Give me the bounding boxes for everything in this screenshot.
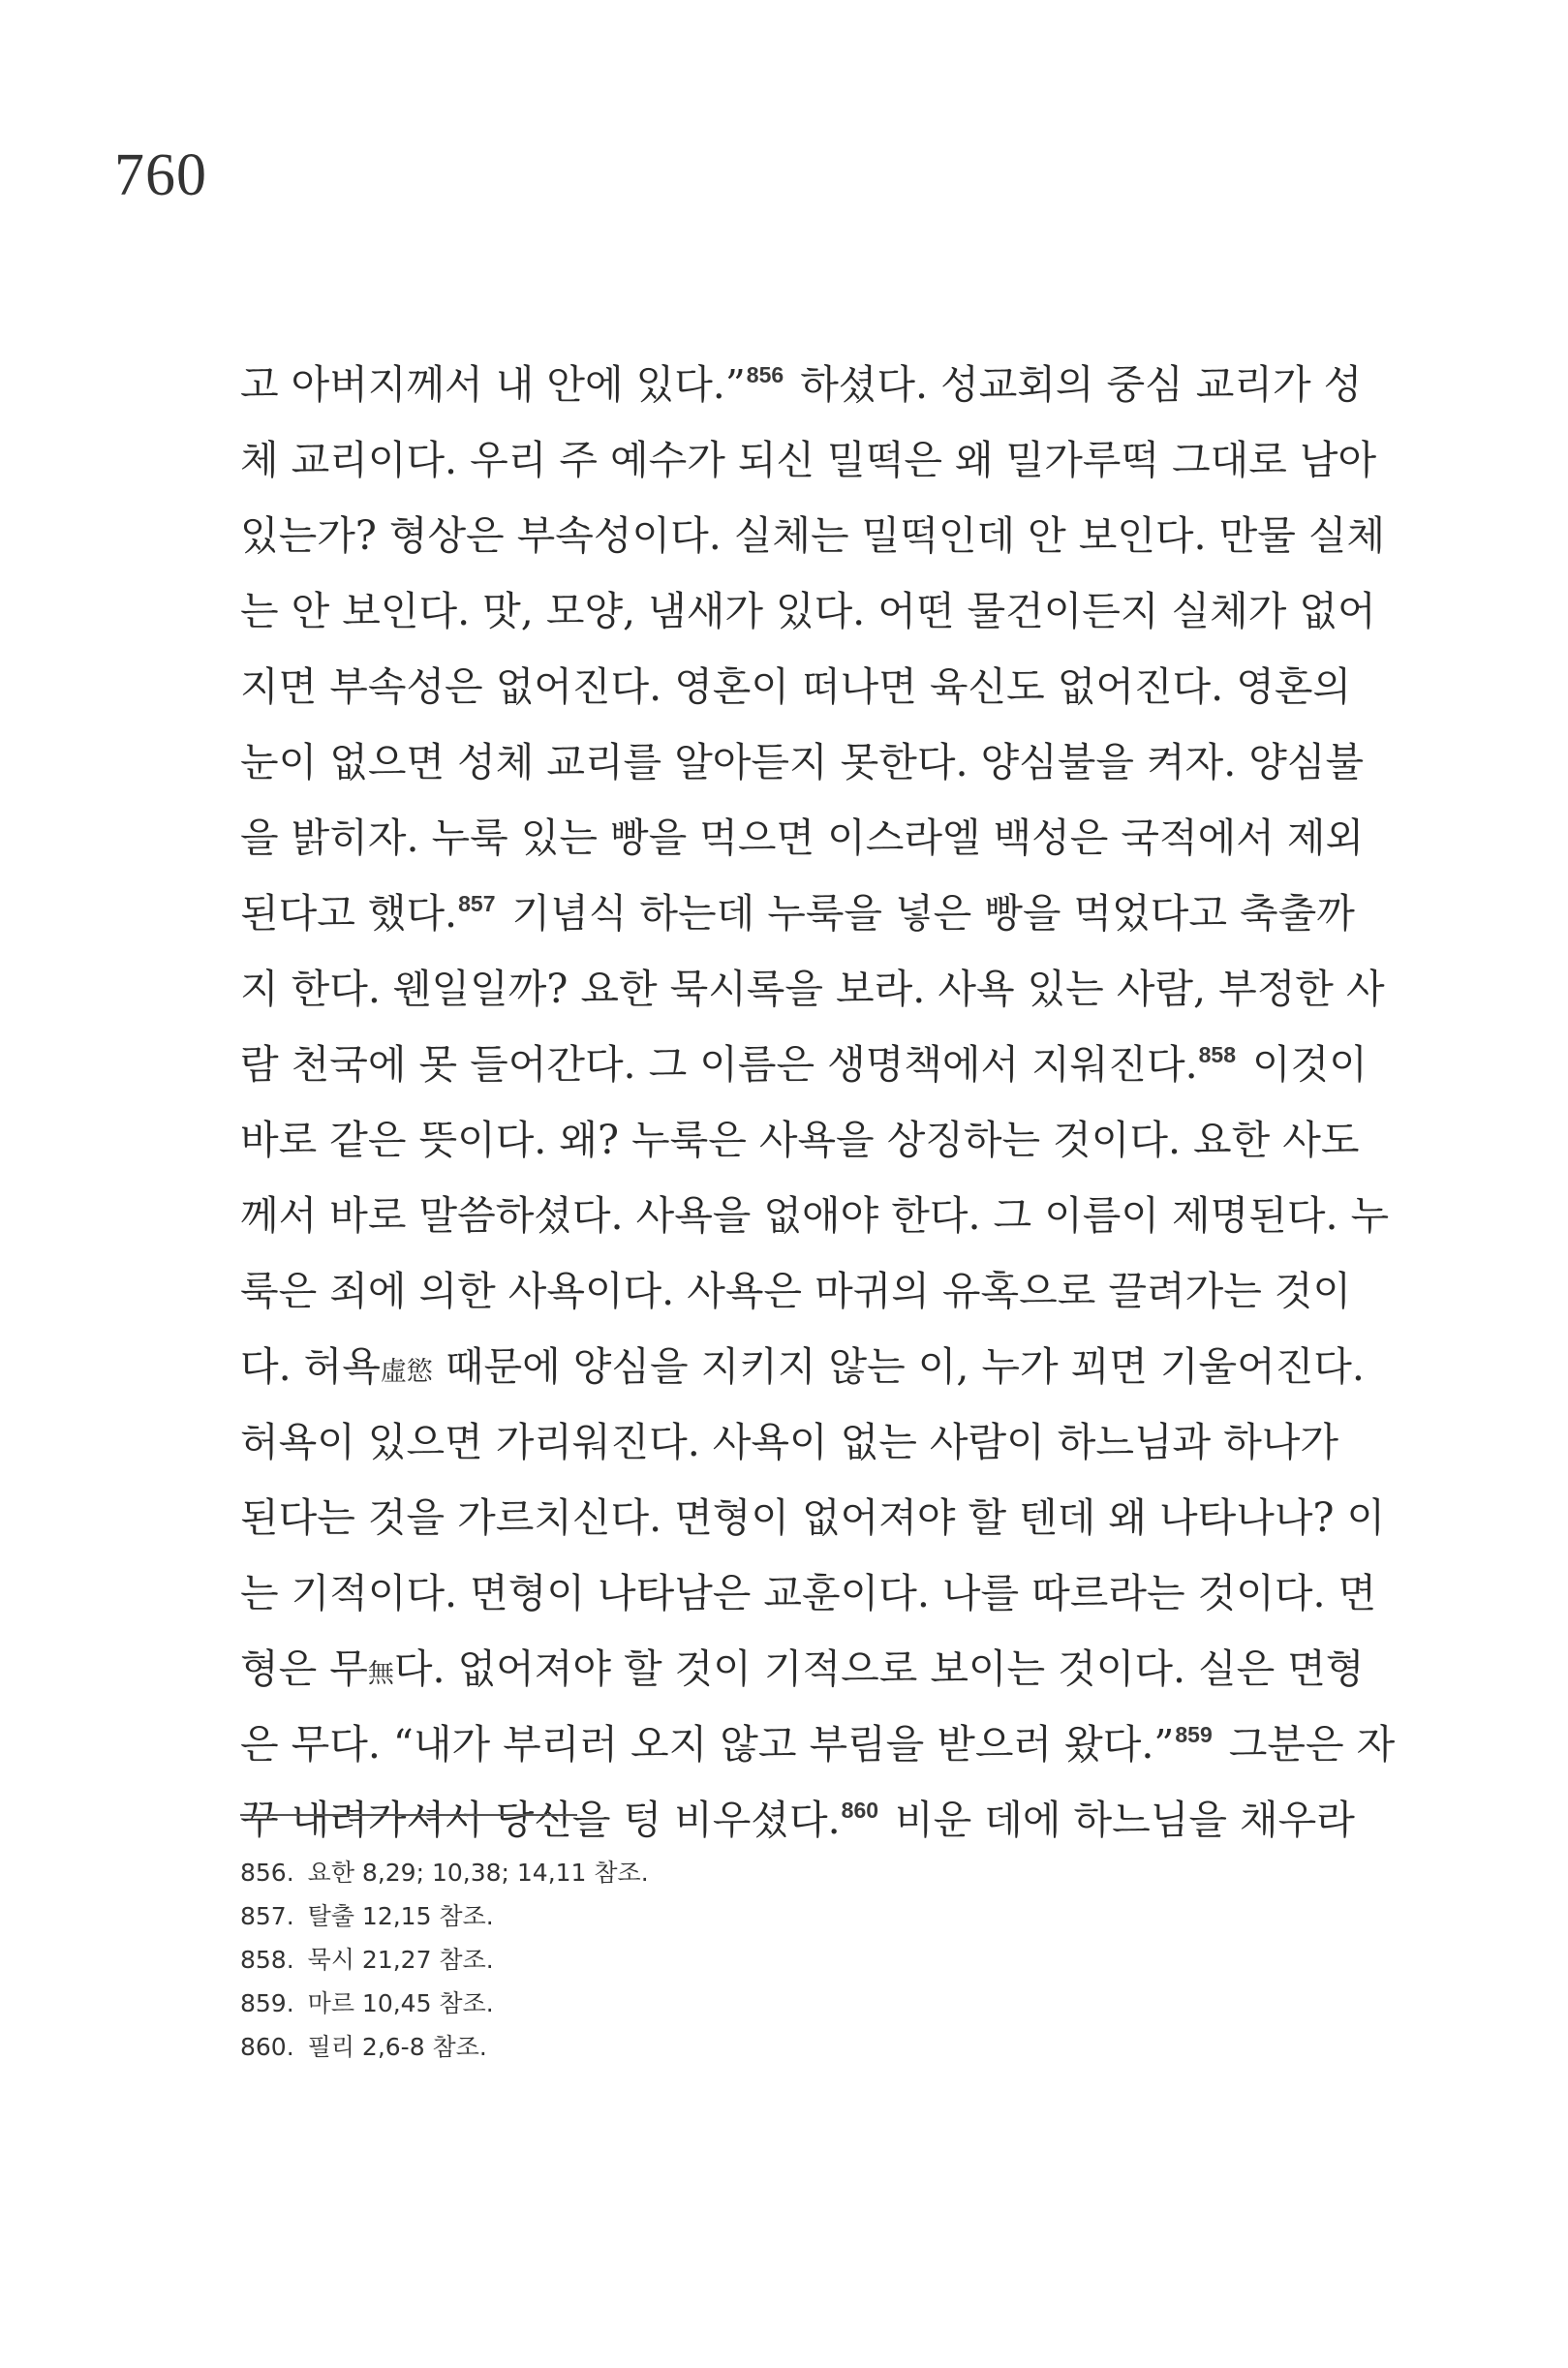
text-segment: 기념식 하는데 누룩을 넣은 빵을 먹었다고 축출까	[499, 890, 1355, 937]
text-segment: 비운 데에 하느님을 채우라	[882, 1797, 1355, 1843]
text-line	[240, 573, 1376, 649]
text-line	[240, 800, 1365, 876]
text-segment: 하셨다. 성교회의 중심 교리가 성	[787, 361, 1363, 408]
hanja-gloss: 虛慾	[380, 1357, 433, 1387]
footnote	[240, 1894, 649, 1938]
body-text	[240, 347, 1396, 1858]
text-segment: 형은 무	[240, 1645, 368, 1692]
footnote-number: 860.	[240, 2033, 294, 2061]
text-line	[240, 1707, 1396, 1782]
text-line	[240, 649, 1352, 724]
text-line	[240, 1102, 1360, 1178]
text-segment: 체 교리이다. 우리 주 예수가 되신 밀떡은 왜 밀가루떡 그대로 남아	[240, 437, 1377, 483]
text-line	[240, 724, 1365, 800]
text-segment: 지 한다. 웬일일까? 요한 묵시록을 보라. 사욕 있는 사람, 부정한 사	[240, 966, 1385, 1012]
text-segment: 을 밝히자. 누룩 있는 빵을 먹으면 이스라엘 백성은 국적에서 제외	[240, 815, 1365, 861]
footnote-reference: 860	[841, 1798, 879, 1823]
footnote-number: 857.	[240, 1902, 294, 1930]
footnote-reference: 856	[746, 362, 784, 387]
footnote-text: 탈출 12,15 참조.	[307, 1902, 494, 1930]
text-segment: 은 무다. “내가 부리러 오지 않고 부림을 받으러 왔다.”	[240, 1721, 1175, 1768]
text-segment: 다. 없어져야 할 것이 기적으로 보이는 것이다. 실은 면형	[393, 1645, 1365, 1692]
footnote-number: 858.	[240, 1946, 294, 1974]
text-line	[240, 498, 1386, 573]
footnote-text: 묵시 21,27 참조.	[307, 1946, 494, 1974]
footnote-reference: 858	[1198, 1042, 1236, 1067]
text-segment: 눈이 없으면 성체 교리를 알아듣지 못한다. 양심불을 켜자. 양심불	[240, 739, 1365, 785]
text-line	[240, 1404, 1339, 1480]
text-line	[240, 1631, 1365, 1707]
text-segment: 지면 부속성은 없어진다. 영혼이 떠나면 육신도 없어진다. 영혼의	[240, 663, 1352, 710]
text-segment: 때문에 양심을 지키지 않는 이, 누가 꾀면 기울어진다.	[432, 1343, 1365, 1390]
text-line	[240, 347, 1363, 422]
text-segment: 된다는 것을 가르치신다. 면형이 없어져야 할 텐데 왜 나타나나? 이	[240, 1494, 1386, 1541]
footnote-text: 요한 8,29; 10,38; 14,11 참조.	[307, 1859, 649, 1887]
text-segment: 그분은 자	[1215, 1721, 1396, 1768]
footnote-number: 856.	[240, 1859, 294, 1887]
text-line	[240, 1178, 1390, 1253]
text-segment: 께서 바로 말씀하셨다. 사욕을 없애야 한다. 그 이름이 제명된다. 누	[240, 1192, 1390, 1239]
hanja-gloss: 無	[367, 1659, 394, 1689]
text-line	[240, 1329, 1365, 1404]
text-segment: 허욕이 있으면 가리워진다. 사욕이 없는 사람이 하느님과 하나가	[240, 1419, 1339, 1465]
text-line	[240, 1782, 1355, 1858]
text-segment: 고 아버지께서 내 안에 있다.”	[240, 361, 746, 408]
footnote	[240, 1851, 649, 1894]
page-number: 760	[114, 142, 207, 208]
footnote-text: 마르 10,45 참조.	[307, 1989, 494, 2017]
text-line	[240, 422, 1377, 498]
text-segment: 바로 같은 뜻이다. 왜? 누룩은 사욕을 상징하는 것이다. 요한 사도	[240, 1117, 1360, 1163]
footnote-divider	[240, 1814, 577, 1816]
text-segment: 는 기적이다. 면형이 나타남은 교훈이다. 나를 따르라는 것이다. 면	[240, 1570, 1377, 1616]
text-segment: 는 안 보인다. 맛, 모양, 냄새가 있다. 어떤 물건이든지 실체가 없어	[240, 588, 1376, 634]
text-segment: 이것이	[1240, 1041, 1368, 1088]
text-line	[240, 1480, 1386, 1555]
text-line	[240, 1027, 1368, 1102]
text-line	[240, 876, 1355, 951]
footnote-reference: 857	[458, 891, 496, 916]
footnote	[240, 1982, 649, 2025]
text-segment: 다. 허욕	[240, 1343, 381, 1390]
text-line	[240, 951, 1385, 1027]
text-line	[240, 1253, 1352, 1329]
text-segment: 룩은 죄에 의한 사욕이다. 사욕은 마귀의 유혹으로 끌려가는 것이	[240, 1268, 1352, 1314]
text-segment: 된다고 했다.	[240, 890, 458, 937]
text-segment: 있는가? 형상은 부속성이다. 실체는 밀떡인데 안 보인다. 만물 실체	[240, 512, 1386, 559]
text-line	[240, 1555, 1377, 1631]
footnote-list	[240, 1851, 649, 2069]
text-segment: 람 천국에 못 들어간다. 그 이름은 생명책에서 지워진다.	[240, 1041, 1198, 1088]
footnote-reference: 859	[1175, 1722, 1213, 1747]
footnote-number: 859.	[240, 1989, 294, 2017]
text-segment: 꾸 내려가셔서 당신을 텅 비우셨다.	[240, 1797, 841, 1843]
footnote-text: 필리 2,6-8 참조.	[307, 2033, 487, 2061]
footnote	[240, 1938, 649, 1982]
footnote	[240, 2025, 649, 2069]
